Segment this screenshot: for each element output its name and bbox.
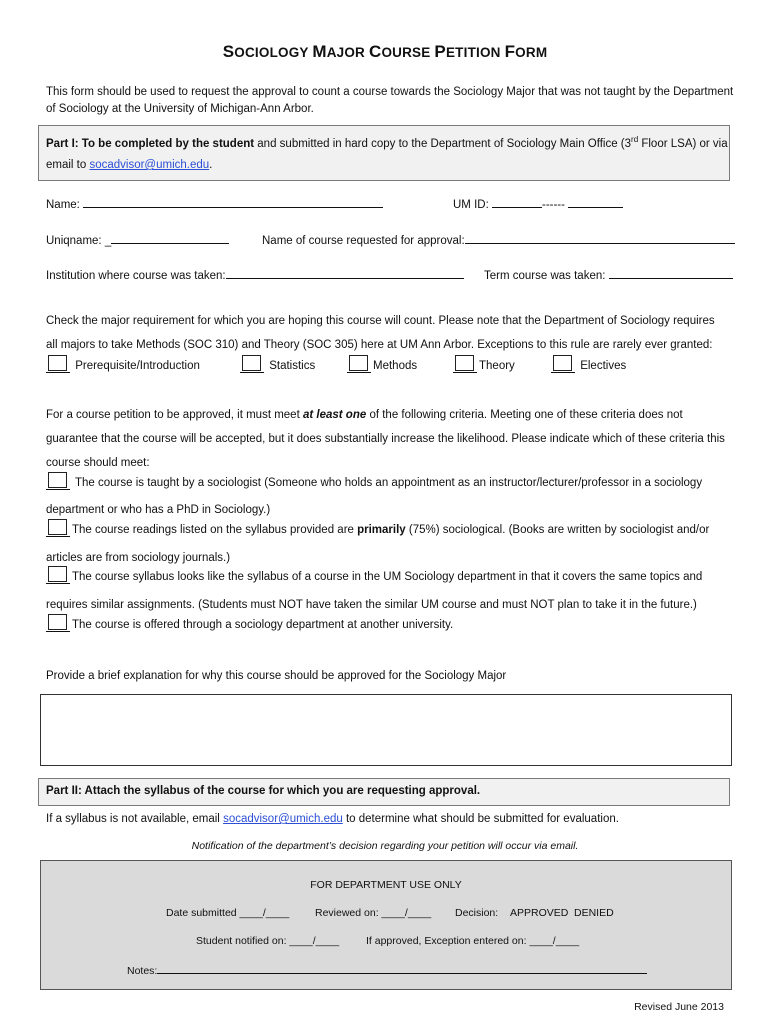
criteria-intro-line2: guarantee that the course will be accepted, but it does substantially increase the likelihood. Please indicate which of these criteria this	[46, 433, 725, 445]
institution-field: Institution where course was taken:	[46, 267, 464, 282]
criteria-intro-line1: For a course petition to be approved, it must meet at least one of the following criteria. Meeting one of these criteria does not	[46, 409, 683, 421]
explanation-prompt: Provide a brief explanation for why this course should be approved for the Sociology Major	[46, 670, 507, 682]
criterion-3-checkbox[interactable]	[48, 566, 67, 582]
department-use-box	[40, 860, 732, 990]
umid-input-line-2[interactable]	[568, 196, 623, 208]
requirement-option-prerequisite: Prerequisite/Introduction	[46, 355, 200, 373]
requirement-option-electives: Electives	[551, 355, 626, 373]
part1-box	[38, 125, 730, 181]
requirement-option-methods: Methods	[347, 355, 417, 373]
requirement-option-theory: Theory	[453, 355, 515, 373]
name-field: Name:	[46, 196, 383, 211]
explanation-textarea[interactable]	[40, 694, 732, 766]
student-notified: Student notified on: ____/____	[196, 935, 340, 947]
part2-email-link[interactable]: socadvisor@umich.edu	[223, 813, 343, 825]
requirement-option-statistics: Statistics	[240, 355, 315, 373]
part2-box	[38, 778, 730, 806]
prerequisite-checkbox[interactable]	[48, 355, 67, 371]
form-title: SOCIOLOGY MAJOR COURSE PETITION FORM	[222, 42, 548, 61]
notification-note: Notification of the department’s decision regarding your petition will occur via email.	[191, 840, 579, 852]
term-field: Term course was taken:	[484, 267, 733, 282]
criterion-1-checkbox[interactable]	[48, 472, 67, 488]
criterion-1: The course is taught by a sociologist (Someone who holds an appointment as an instructor/lecturer/professor in a sociology	[46, 472, 702, 490]
criterion-3-cont: requires similar assignments. (Students must NOT have taken the similar UM course and must NOT plan to take it in the future.)	[46, 599, 697, 611]
criterion-4: The course is offered through a sociology department at another university.	[46, 614, 453, 632]
criterion-2-cont: articles are from sociology journals.)	[46, 552, 231, 564]
notes-line	[157, 963, 647, 974]
part2-text: If a syllabus is not available, email socadvisor@umich.edu to determine what should be submitted for evaluation.	[46, 813, 619, 825]
reviewed-on: Reviewed on: ____/____	[315, 907, 432, 919]
revised-date: Revised June 2013	[634, 1001, 724, 1013]
part1-line1: Part I: To be completed by the student and submitted in hard copy to the Department of Sociology Main Office (3rd Floor LSA) or via	[46, 135, 728, 150]
advisor-email-link[interactable]: socadvisor@umich.edu	[89, 159, 210, 171]
statistics-checkbox[interactable]	[242, 355, 261, 371]
date-submitted: Date submitted ____/____	[166, 907, 290, 919]
umid-field: UM ID: ------	[453, 196, 623, 211]
electives-checkbox[interactable]	[553, 355, 572, 371]
uniqname-field: Uniqname: _	[46, 232, 229, 247]
umid-input-line-1[interactable]	[492, 196, 542, 208]
part1-line2: email to socadvisor@umich.edu.	[46, 159, 213, 171]
exception-entered: If approved, Exception entered on: ____/____	[366, 935, 580, 947]
criterion-2: The course readings listed on the syllabus provided are primarily (75%) sociological. (Books are written by sociologist and/or	[46, 519, 709, 537]
institution-input-line[interactable]	[226, 267, 464, 279]
name-input-line[interactable]	[83, 196, 383, 208]
decision-label: Decision:	[455, 907, 499, 919]
criterion-2-checkbox[interactable]	[48, 519, 67, 535]
part2-heading: Part II: Attach the syllabus of the course for which you are requesting approval.	[46, 785, 481, 797]
uniqname-input-line[interactable]	[111, 232, 229, 244]
notes-field: Notes:	[127, 963, 647, 977]
department-use-heading: FOR DEPARTMENT USE ONLY	[310, 879, 462, 891]
methods-checkbox[interactable]	[349, 355, 368, 371]
course-name-input-line[interactable]	[465, 232, 735, 244]
decision-approved: APPROVED	[510, 907, 569, 919]
requirement-line1: Check the major requirement for which you are hoping this course will count. Please note that the Department of Sociology requires	[46, 315, 715, 327]
term-input-line[interactable]	[609, 267, 733, 279]
course-name-field: Name of course requested for approval:	[262, 232, 735, 247]
requirement-line2: all majors to take Methods (SOC 310) and Theory (SOC 305) here at UM Ann Arbor. Exceptions to this rule are rarely ever granted:	[46, 339, 713, 351]
theory-checkbox[interactable]	[455, 355, 474, 371]
decision-denied: DENIED	[574, 907, 614, 919]
criterion-3: The course syllabus looks like the syllabus of a course in the UM Sociology department in that it covers the same topics and	[46, 566, 702, 584]
criterion-4-checkbox[interactable]	[48, 614, 67, 630]
intro-paragraph: This form should be used to request the approval to count a course towards the Sociology Major that was not taught by the Department of Sociology at the University of Michigan-Ann Arbor.	[46, 86, 734, 115]
criterion-1-cont: department or who has a PhD in Sociology.)	[46, 504, 271, 516]
criteria-intro-line3: course should meet:	[46, 457, 150, 469]
